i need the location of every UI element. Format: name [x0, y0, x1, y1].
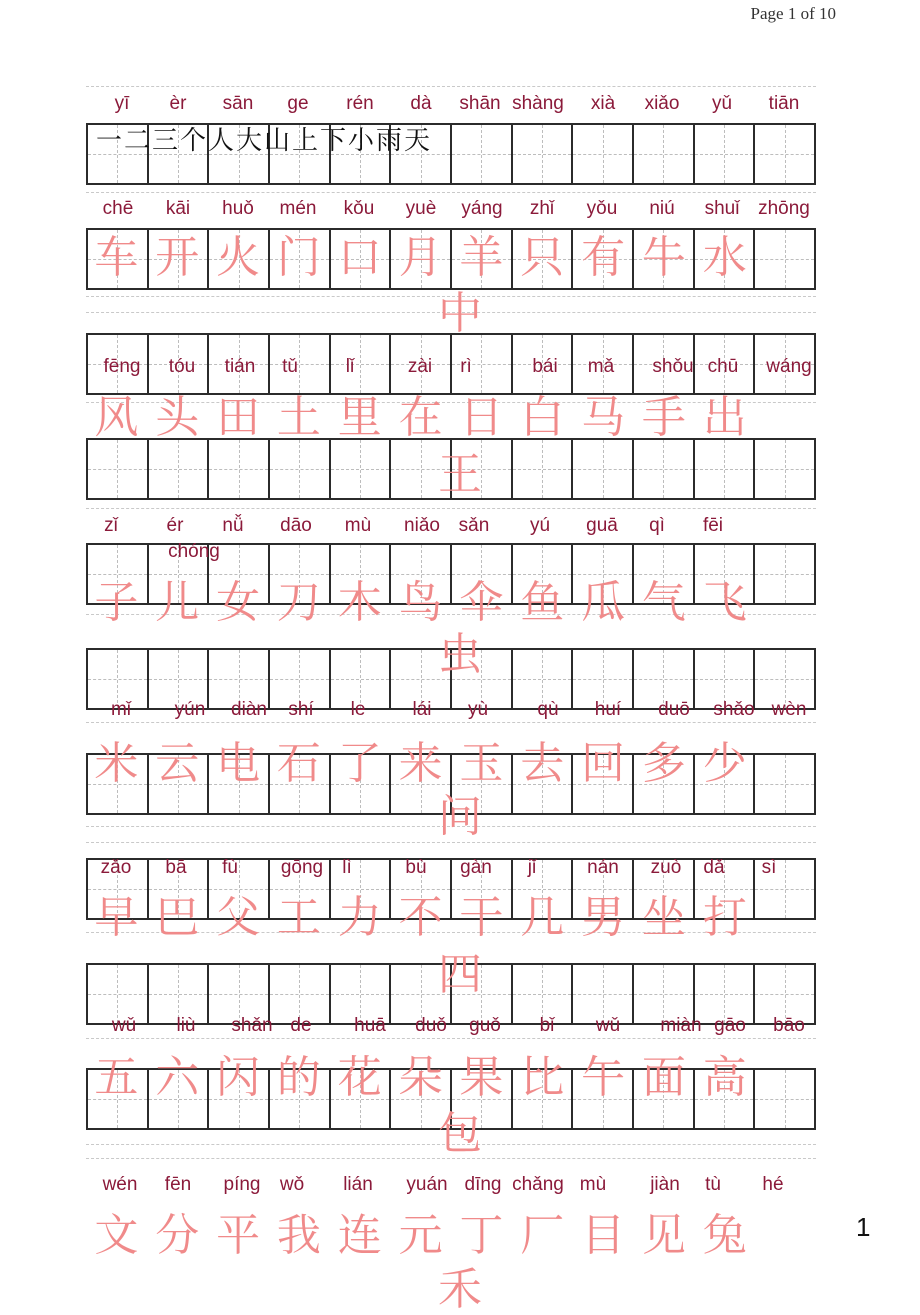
guide-line: [86, 86, 816, 87]
pinyin-label: shí: [288, 699, 314, 720]
pinyin-label: dà: [410, 93, 432, 114]
pinyin-label: huí: [594, 699, 622, 720]
tracing-character: 元: [398, 1210, 443, 1261]
tracing-character: 高: [702, 1052, 747, 1103]
tracing-character: 问: [438, 791, 482, 842]
page-number: 1: [856, 1212, 871, 1242]
pinyin-label: yǔ: [711, 93, 733, 114]
pinyin-label: jǐ: [527, 857, 537, 878]
tracing-character: 六: [155, 1052, 200, 1103]
tracing-character: 几: [520, 892, 565, 943]
tracing-character: 白: [520, 392, 565, 443]
pinyin-label: zuò: [650, 857, 682, 878]
tracing-character: 坐: [641, 892, 686, 943]
pinyin-label: mǎ: [587, 356, 615, 377]
pinyin-label: chóng: [168, 541, 220, 562]
tracing-character: 鱼: [520, 577, 565, 628]
tracing-character: 花: [337, 1052, 382, 1103]
pinyin-label: shǎo: [713, 699, 755, 720]
tracing-character: 刀: [276, 577, 321, 628]
tracing-character: 田: [216, 392, 261, 443]
pinyin-label: mù: [344, 515, 372, 536]
tianzige-cell: [331, 335, 392, 393]
tracing-character: 四: [438, 949, 482, 1000]
pinyin-label: nán: [587, 857, 619, 878]
pinyin-label: niú: [649, 198, 675, 219]
pinyin-label: guā: [586, 515, 618, 536]
printed-characters: 一二三个人大山上下小雨天: [96, 126, 433, 156]
pinyin-label: gōng: [280, 857, 324, 878]
pinyin-label: yù: [467, 699, 489, 720]
tracing-character: 朵: [398, 1052, 443, 1103]
tianzige-cell: [88, 440, 149, 498]
tracing-character: 中: [438, 288, 482, 339]
pinyin-label: tiān: [768, 93, 800, 114]
pinyin-label: yú: [529, 515, 551, 536]
guide-line: [86, 192, 816, 193]
tracing-character: 王: [438, 449, 482, 500]
pinyin-label: wǒ: [279, 1174, 305, 1195]
pinyin-label: wáng: [766, 356, 812, 377]
pinyin-label: tóu: [168, 356, 196, 377]
tracing-character: 厂: [520, 1210, 565, 1261]
tianzige-cell: [755, 755, 814, 813]
pinyin-label: shuǐ: [704, 198, 740, 219]
pinyin-label: bù: [405, 857, 427, 878]
pinyin-label: yún: [174, 699, 206, 720]
tracing-character: 出: [702, 392, 747, 443]
pinyin-label: tǔ: [282, 356, 298, 377]
tianzige-cell: [634, 125, 695, 183]
tianzige-cell: [755, 125, 814, 183]
tianzige-cell: [209, 440, 270, 498]
pinyin-label: mù: [579, 1174, 607, 1195]
tracing-character: 伞: [459, 577, 504, 628]
tracing-character: 男: [581, 892, 626, 943]
tracing-character: 水: [702, 232, 747, 283]
tracing-character: 分: [155, 1210, 200, 1261]
pinyin-label: miàn: [660, 1015, 702, 1036]
pinyin-label: xiǎo: [644, 93, 680, 114]
pinyin-label: liù: [176, 1015, 196, 1036]
tracing-character: 头: [155, 392, 200, 443]
pinyin-label: rì: [460, 356, 472, 377]
tracing-character: 力: [337, 892, 382, 943]
tracing-character: 连: [337, 1210, 382, 1261]
tracing-character: 去: [520, 738, 565, 789]
pinyin-label: guǒ: [469, 1015, 501, 1036]
pinyin-label: dīng: [464, 1174, 502, 1195]
tracing-character: 比: [520, 1052, 565, 1103]
tracing-character: 工: [276, 892, 321, 943]
tianzige-cell: [755, 545, 814, 603]
pinyin-label: fēn: [164, 1174, 192, 1195]
pinyin-label: yī: [114, 93, 130, 114]
pinyin-label: lái: [412, 699, 432, 720]
tianzige-cell: [270, 335, 331, 393]
pinyin-label: zhǐ: [529, 198, 555, 219]
pinyin-label: chē: [102, 198, 134, 219]
tianzige-cell: [513, 125, 574, 183]
pinyin-label: chū: [707, 356, 739, 377]
pinyin-label: niǎo: [404, 515, 440, 536]
tracing-character: 羊: [459, 232, 504, 283]
pinyin-label: bāo: [773, 1015, 805, 1036]
pinyin-label: fēng: [103, 356, 141, 377]
pinyin-label: shān: [459, 93, 501, 114]
tianzige-cell: [513, 440, 574, 498]
pinyin-label: wǔ: [595, 1015, 621, 1036]
pinyin-label: shàng: [512, 93, 564, 114]
tracing-character: 在: [398, 392, 443, 443]
pinyin-label: duǒ: [415, 1015, 447, 1036]
pinyin-label: huǒ: [222, 198, 254, 219]
tracing-character: 云: [155, 738, 200, 789]
tracing-character: 平: [216, 1210, 261, 1261]
tracing-character: 石: [276, 738, 321, 789]
pinyin-label: lì: [342, 857, 352, 878]
pinyin-label: ge: [287, 93, 309, 114]
pinyin-label: le: [350, 699, 366, 720]
tianzige-cell: [755, 440, 814, 498]
tracing-character: 有: [581, 232, 626, 283]
pinyin-label: fù: [222, 857, 238, 878]
pinyin-label: mǐ: [110, 699, 132, 720]
pinyin-label: duō: [658, 699, 690, 720]
tracing-character: 禾: [438, 1264, 482, 1315]
pinyin-label: shǎn: [231, 1015, 273, 1036]
tracing-character: 木: [337, 577, 382, 628]
pinyin-label: zài: [407, 356, 433, 377]
pinyin-label: gàn: [460, 857, 492, 878]
pinyin-label: tù: [705, 1174, 721, 1195]
tianzige-cell: [695, 440, 756, 498]
tracing-character: 文: [94, 1210, 139, 1261]
pinyin-label: dāo: [280, 515, 312, 536]
tracing-character: 见: [641, 1210, 686, 1261]
pinyin-label: wén: [102, 1174, 138, 1195]
tracing-character: 父: [216, 892, 261, 943]
tracing-character: 马: [581, 392, 626, 443]
pinyin-label: de: [290, 1015, 312, 1036]
tracing-character: 丁: [459, 1210, 504, 1261]
tracing-character: 儿: [155, 577, 200, 628]
pinyin-label: jiàn: [650, 1174, 680, 1195]
pinyin-label: wǔ: [111, 1015, 137, 1036]
pinyin-label: yuán: [406, 1174, 448, 1195]
pinyin-label: sǎn: [458, 515, 490, 536]
pinyin-label: bǐ: [539, 1015, 555, 1036]
guide-line: [86, 842, 816, 843]
pinyin-label: bái: [532, 356, 558, 377]
tracing-character: 兔: [702, 1210, 747, 1261]
pinyin-label: sì: [761, 857, 777, 878]
pinyin-label: sān: [222, 93, 254, 114]
pinyin-label: lǐ: [345, 356, 355, 377]
tracing-character: 包: [438, 1108, 482, 1159]
tracing-character: 目: [581, 1210, 626, 1261]
tracing-character: 虫: [438, 629, 482, 680]
pinyin-label: mén: [279, 198, 317, 219]
pinyin-label: bā: [165, 857, 187, 878]
tracing-character: 米: [94, 738, 139, 789]
tracing-character: 口: [337, 232, 382, 283]
pinyin-label: qù: [537, 699, 559, 720]
tianzige-cell: [695, 125, 756, 183]
pinyin-label: ér: [166, 515, 184, 536]
tracing-character: 回: [581, 738, 626, 789]
tracing-character: 车: [94, 232, 139, 283]
pinyin-label: zhōng: [758, 198, 810, 219]
pinyin-label: chǎng: [512, 1174, 564, 1195]
tracing-character: 日: [459, 392, 504, 443]
tracing-character: 门: [276, 232, 321, 283]
pinyin-label: kāi: [165, 198, 191, 219]
tracing-character: 面: [641, 1052, 686, 1103]
tracing-character: 少: [702, 738, 747, 789]
tianzige-cell: [755, 1070, 814, 1128]
tianzige-cell: [452, 125, 513, 183]
tracing-character: 女: [216, 577, 261, 628]
tracing-character: 果: [459, 1052, 504, 1103]
tracing-character: 只: [520, 232, 565, 283]
pinyin-label: diàn: [231, 699, 267, 720]
tracing-character: 鸟: [398, 577, 443, 628]
pinyin-label: kǒu: [343, 198, 375, 219]
pinyin-label: huā: [354, 1015, 386, 1036]
pinyin-label: èr: [169, 93, 187, 114]
pinyin-label: píng: [223, 1174, 261, 1195]
pinyin-label: yáng: [461, 198, 503, 219]
tracing-character: 不: [398, 892, 443, 943]
pinyin-label: rén: [346, 93, 374, 114]
tracing-character: 手: [641, 392, 686, 443]
tracing-character: 瓜: [581, 577, 626, 628]
pinyin-label: shǒu: [652, 356, 694, 377]
pinyin-label: tián: [224, 356, 256, 377]
tracing-character: 火: [216, 232, 261, 283]
tianzige-cell: [755, 230, 814, 288]
tracing-character: 早: [94, 892, 139, 943]
tracing-character: 的: [276, 1052, 321, 1103]
guide-line: [86, 1038, 816, 1039]
page-header: Page 1 of 10: [750, 4, 836, 23]
tracing-character: 电: [216, 738, 261, 789]
tracing-character: 气: [641, 577, 686, 628]
tracing-character: 我: [276, 1210, 321, 1261]
pinyin-label: qì: [649, 515, 665, 536]
tianzige-cell: [149, 440, 210, 498]
guide-line: [86, 508, 816, 509]
pinyin-label: nǚ: [222, 515, 244, 536]
tracing-character: 多: [641, 738, 686, 789]
pinyin-label: yǒu: [586, 198, 618, 219]
tianzige-cell: [573, 440, 634, 498]
tracing-character: 干: [459, 892, 504, 943]
tracing-character: 巴: [155, 892, 200, 943]
pinyin-label: xià: [590, 93, 616, 114]
tianzige-cell: [634, 440, 695, 498]
pinyin-label: zǐ: [104, 515, 118, 536]
tianzige-row: [86, 333, 816, 395]
tianzige-cell: [573, 125, 634, 183]
pinyin-label: hé: [762, 1174, 784, 1195]
guide-line: [86, 722, 816, 723]
tracing-character: 土: [276, 392, 321, 443]
tracing-character: 飞: [702, 577, 747, 628]
tracing-character: 打: [702, 892, 747, 943]
tracing-character: 了: [337, 738, 382, 789]
tracing-character: 闪: [216, 1052, 261, 1103]
pinyin-label: zǎo: [100, 857, 132, 878]
tracing-character: 午: [581, 1052, 626, 1103]
tracing-character: 玉: [459, 738, 504, 789]
pinyin-label: dǎ: [703, 857, 725, 878]
pinyin-label: lián: [343, 1174, 373, 1195]
tracing-character: 牛: [641, 232, 686, 283]
tracing-character: 风: [94, 392, 139, 443]
tracing-character: 来: [398, 738, 443, 789]
tianzige-cell: [331, 440, 392, 498]
pinyin-label: fēi: [702, 515, 724, 536]
pinyin-label: yuè: [405, 198, 437, 219]
pinyin-label: wèn: [771, 699, 807, 720]
tracing-character: 里: [337, 392, 382, 443]
tracing-character: 月: [398, 232, 443, 283]
pinyin-label: gāo: [714, 1015, 746, 1036]
tracing-character: 开: [155, 232, 200, 283]
tracing-character: 五: [94, 1052, 139, 1103]
tracing-character: 子: [94, 577, 139, 628]
tianzige-cell: [270, 440, 331, 498]
